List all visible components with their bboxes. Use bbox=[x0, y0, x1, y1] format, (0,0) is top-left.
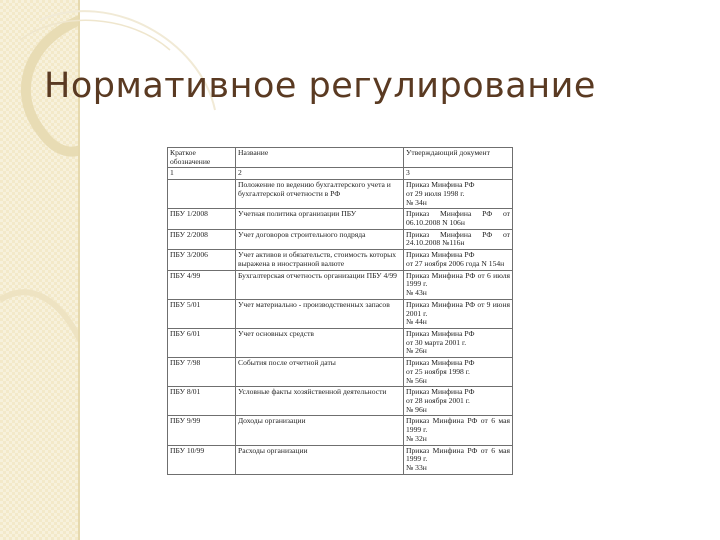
approving-document: Приказ Минфина РФ от 6 июля 1999 г. № 43н bbox=[404, 270, 513, 299]
table-row bbox=[168, 180, 513, 209]
header-short-code: Краткое обозначение bbox=[168, 148, 236, 168]
regulation-name: Условные факты хозяйственной деятельности bbox=[236, 387, 404, 416]
regulation-name: Бухгалтерская отчетность организации ПБУ 4/99 bbox=[236, 270, 404, 299]
approving-document: Приказ Минфина РФ от 6 мая 1999 г. № 33н bbox=[404, 445, 513, 474]
regulation-name: Доходы организации bbox=[236, 416, 404, 445]
regulation-code bbox=[168, 180, 236, 209]
approving-document: Приказ Минфина РФ от 06.10.2008 N 106н bbox=[404, 209, 513, 229]
slide-title: Нормативное регулирование bbox=[44, 66, 596, 106]
table-row bbox=[168, 270, 513, 299]
regulation-name: Учет договоров строительного подряда bbox=[236, 229, 404, 249]
regulation-name: Положение по ведению бухгалтерского учета и бухгалтерской отчетности в РФ bbox=[236, 180, 404, 209]
regulation-code: ПБУ 7/98 bbox=[168, 358, 236, 387]
header-approving-document: Утверждающий документ bbox=[404, 148, 513, 168]
table-row bbox=[168, 209, 513, 229]
regulation-name: Учет активов и обязательств, стоимость которых выражена в иностранной валюте bbox=[236, 250, 404, 270]
regulation-code: ПБУ 10/99 bbox=[168, 445, 236, 474]
regulation-name: Расходы организации bbox=[236, 445, 404, 474]
regulation-name: Учет основных средств bbox=[236, 328, 404, 357]
regulation-name: События после отчетной даты bbox=[236, 358, 404, 387]
approving-document: Приказ Минфина РФ от 25 ноября 1998 г. № 56н bbox=[404, 358, 513, 387]
column-number: 1 bbox=[168, 168, 236, 180]
regulations-document bbox=[167, 147, 512, 487]
approving-document: Приказ Минфина РФ от 24.10.2008 №116н bbox=[404, 229, 513, 249]
approving-document: Приказ Минфина РФ от 29 июля 1998 г. № 34н bbox=[404, 180, 513, 209]
regulation-code: ПБУ 8/01 bbox=[168, 387, 236, 416]
regulation-name: Учет материально - производственных запасов bbox=[236, 299, 404, 328]
approving-document: Приказ Минфина РФ от 27 ноября 2006 года N 154н bbox=[404, 250, 513, 270]
table-row bbox=[168, 416, 513, 445]
regulation-code: ПБУ 4/99 bbox=[168, 270, 236, 299]
approving-document: Приказ Минфина РФ от 6 мая 1999 г. № 32н bbox=[404, 416, 513, 445]
column-number: 2 bbox=[236, 168, 404, 180]
regulation-code: ПБУ 6/01 bbox=[168, 328, 236, 357]
regulation-code: ПБУ 9/99 bbox=[168, 416, 236, 445]
regulations-table bbox=[167, 147, 513, 475]
column-number: 3 bbox=[404, 168, 513, 180]
table-row bbox=[168, 250, 513, 270]
table-row bbox=[168, 229, 513, 249]
regulation-code: ПБУ 3/2006 bbox=[168, 250, 236, 270]
table-row bbox=[168, 299, 513, 328]
regulation-code: ПБУ 5/01 bbox=[168, 299, 236, 328]
header-name: Название bbox=[236, 148, 404, 168]
regulation-code: ПБУ 1/2008 bbox=[168, 209, 236, 229]
approving-document: Приказ Минфина РФ от 28 ноября 2001 г. № 96н bbox=[404, 387, 513, 416]
table-row bbox=[168, 358, 513, 387]
regulation-name: Учетная политика организации ПБУ bbox=[236, 209, 404, 229]
table-header-row bbox=[168, 148, 513, 168]
table-row bbox=[168, 445, 513, 474]
table-body bbox=[168, 180, 513, 475]
approving-document: Приказ Минфина РФ от 9 июня 2001 г. № 44н bbox=[404, 299, 513, 328]
table-numbering-row bbox=[168, 168, 513, 180]
table-row bbox=[168, 387, 513, 416]
table-row bbox=[168, 328, 513, 357]
approving-document: Приказ Минфина РФ от 30 марта 2001 г. № 26н bbox=[404, 328, 513, 357]
regulation-code: ПБУ 2/2008 bbox=[168, 229, 236, 249]
